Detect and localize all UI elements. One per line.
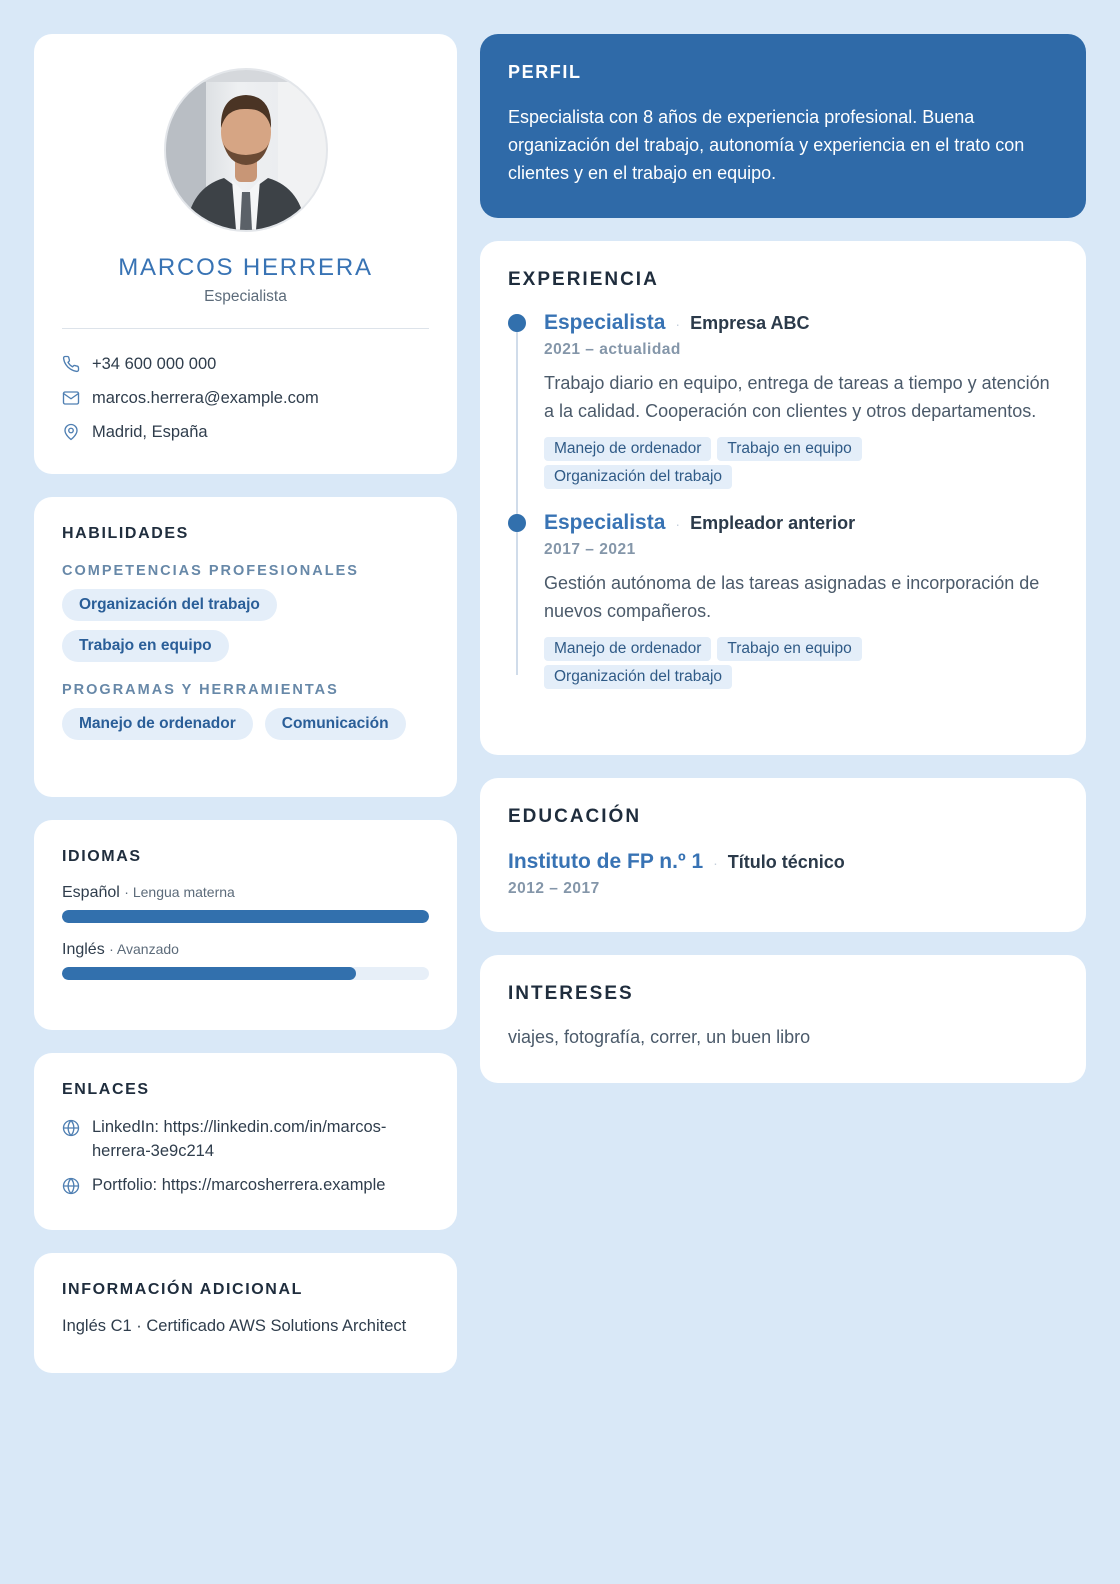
contact-location [62,415,429,449]
timeline-line [516,321,518,675]
language-bar-fill [62,967,356,980]
language-level: · Avanzado [109,941,179,957]
education-title: EDUCACIÓN [508,806,642,827]
language-bar [62,910,429,923]
summary-title: PERFIL [508,62,582,82]
professional-skills-list [62,589,429,662]
phone-text: +34 600 000 000 [92,354,217,373]
interests-title: INTERESES [508,983,634,1004]
job-tags [544,437,904,489]
left-column [34,34,457,1396]
tools-title: PROGRAMAS Y HERRAMIENTAS [62,682,339,698]
job-dates: 2021 – actualidad [544,341,681,358]
skill-pill: Organización del trabajo [62,589,277,621]
avatar [164,68,328,232]
skill-pill: Trabajo en equipo [62,630,229,662]
globe-icon [62,1115,92,1144]
summary-card [480,34,1086,218]
map-pin-icon [62,423,92,441]
language-item [62,884,429,923]
job-dates: 2017 – 2021 [544,541,636,558]
profile-card [34,34,457,474]
tool-pill: Manejo de ordenador [62,708,253,740]
job-title: Especialista [544,511,666,534]
job-company: Empleador anterior [690,513,856,533]
separator-dot: · [713,855,718,871]
skills-title: HABILIDADES [62,525,189,542]
education-dates: 2012 – 2017 [508,880,600,897]
job-tag: Manejo de ordenador [544,437,711,461]
linkedin-link[interactable] [62,1115,429,1163]
right-column [480,34,1086,1106]
portfolio-text: Portfolio: https://marcosherrera.example [92,1176,386,1194]
contact-phone[interactable] [62,347,429,381]
globe-icon [62,1173,92,1202]
education-degree: Título técnico [727,852,845,872]
job-title: Especialista [544,311,666,334]
tool-pill: Comunicación [265,708,406,740]
experience-title: EXPERIENCIA [508,269,659,290]
interests-card [480,955,1086,1083]
location-text: Madrid, España [92,422,208,441]
job-tag: Manejo de ordenador [544,637,711,661]
language-name: Inglés [62,941,105,958]
professional-skills-title: COMPETENCIAS PROFESIONALES [62,563,359,579]
links-card [34,1053,457,1230]
languages-title: IDIOMAS [62,848,142,865]
separator-dot: · [675,316,681,332]
experience-card [480,241,1086,755]
summary-text: Especialista con 8 años de experiencia profesional. Buena organización del trabajo, autonomía y experiencia en el trato con clientes y en el trabajo en equipo. [508,107,1025,183]
separator-dot: · [675,516,681,532]
job-company: Empresa ABC [690,313,810,333]
mail-icon [62,389,92,407]
language-level: · Lengua materna [124,884,235,900]
additional-info-text: Inglés C1 · Certificado AWS Solutions Architect [62,1317,407,1335]
contact-email[interactable] [62,381,429,415]
additional-info-card [34,1253,457,1373]
skills-card [34,497,457,797]
phone-icon [62,355,92,373]
candidate-name: MARCOS HERRERA [118,254,373,281]
timeline-dot [508,314,526,332]
contact-list [62,347,429,449]
job-tag: Trabajo en equipo [717,637,861,661]
language-item [62,941,429,980]
education-school: Instituto de FP n.º 1 [508,850,704,873]
portfolio-link[interactable] [62,1173,429,1202]
links-title: ENLACES [62,1081,150,1098]
additional-info-title: INFORMACIÓN ADICIONAL [62,1281,303,1298]
job-tag: Trabajo en equipo [717,437,861,461]
job-tag: Organización del trabajo [544,665,732,689]
education-card [480,778,1086,932]
languages-card [34,820,457,1030]
divider [62,328,429,329]
job-entry [544,311,1058,489]
job-description: Gestión autónoma de las tareas asignadas e incorporación de nuevos compañeros. [544,573,1040,621]
language-name: Español [62,884,120,901]
job-entry [544,511,1058,689]
linkedin-text: LinkedIn: https://linkedin.com/in/marcos-herrera-3e9c214 [92,1118,387,1160]
language-bar [62,967,429,980]
email-text: marcos.herrera@example.com [92,388,319,407]
candidate-role: Especialista [204,288,287,305]
experience-timeline [508,311,1058,689]
timeline-dot [508,514,526,532]
job-tags [544,637,904,689]
job-tag: Organización del trabajo [544,465,732,489]
language-bar-fill [62,910,429,923]
job-description: Trabajo diario en equipo, entrega de tareas a tiempo y atención a la calidad. Cooperación con clientes y otros departamentos. [544,373,1050,421]
tools-list [62,708,429,740]
interests-text: viajes, fotografía, correr, un buen libro [508,1027,811,1047]
